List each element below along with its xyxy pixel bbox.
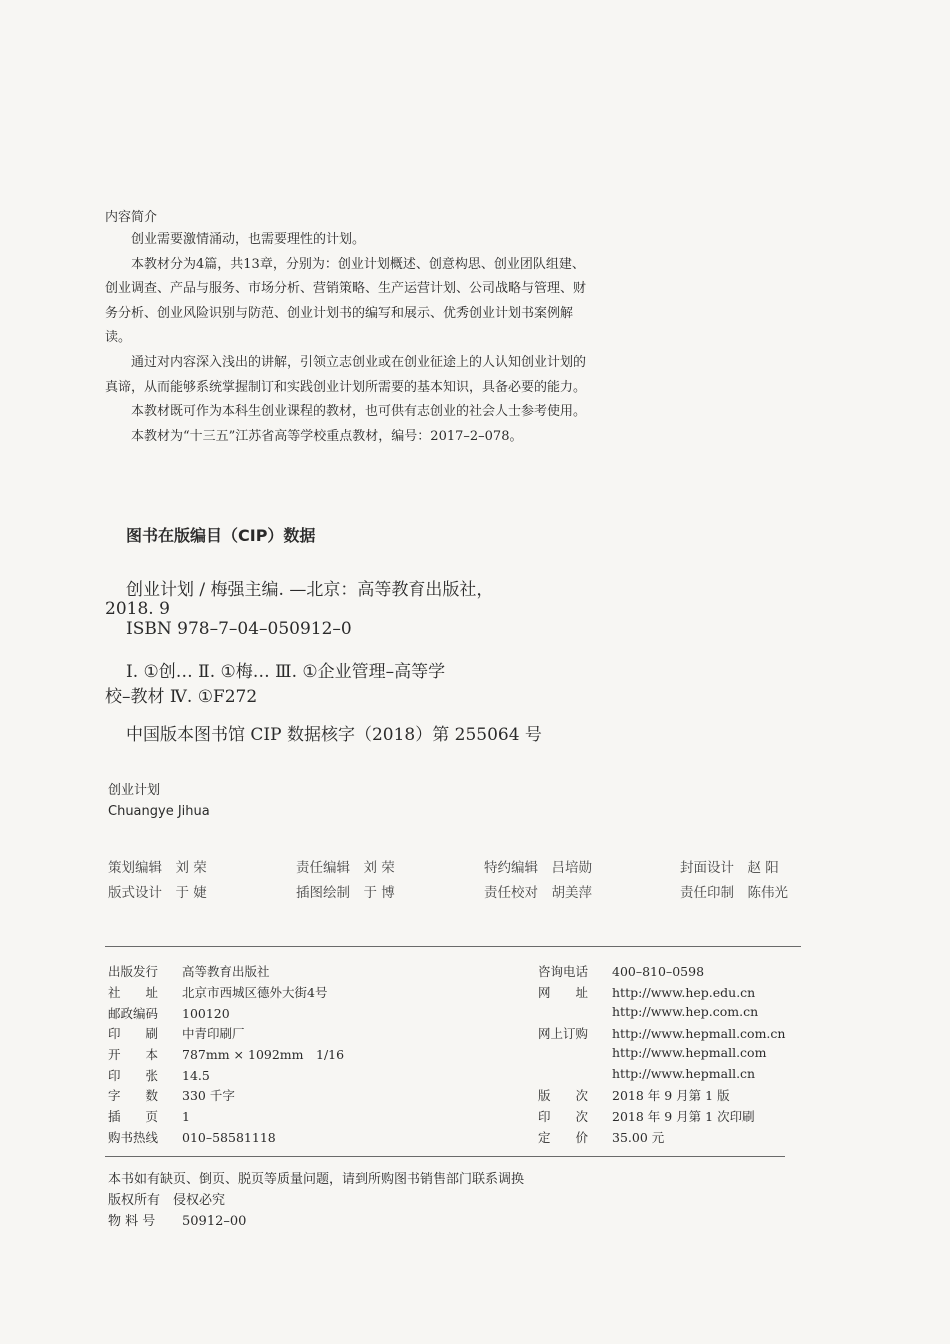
- cip-line: 创业计划 / 梅强主编. —北京：高等教育出版社，: [126, 580, 494, 600]
- staff-entry: 责任印制 陈伟光: [680, 885, 788, 901]
- staff-entry: 特约编辑 吕培勋: [484, 860, 592, 876]
- cip-record-number: 中国版本图书馆 CIP 数据核字（2018）第 255064 号: [126, 725, 542, 745]
- pub-info-row: 社 址 北京市西城区德外大街4号: [108, 985, 328, 1000]
- copyright-notice: 版权所有 侵权必究: [108, 1193, 226, 1208]
- cip-line: Ⅰ. ①创… Ⅱ. ①梅… Ⅲ. ①企业管理–高等学: [126, 662, 446, 682]
- intro-paragraph: 通过对内容深入浅出的讲解，引领立志创业或在创业征途上的人认知创业计划的真谛，从而能够系统掌握制订和实践创业计划所需要的基本知识，具备必要的能力。: [105, 354, 587, 395]
- staff-entry: 版式设计 于 婕: [108, 885, 207, 901]
- book-title-cn: 创业计划: [108, 783, 161, 798]
- cip-title: 图书在版编目（CIP）数据: [126, 526, 316, 545]
- pub-info-row: 插 页 1: [108, 1109, 190, 1124]
- intro-body: [105, 228, 595, 449]
- divider: [105, 946, 801, 947]
- cip-line: 校–教材 Ⅳ. ①F272: [105, 687, 258, 707]
- staff-entry: 策划编辑 刘 荣: [108, 860, 207, 876]
- pub-info-row: 出版发行 高等教育出版社: [108, 964, 270, 979]
- intro-paragraph: 创业需要激情涌动，也需要理性的计划。: [131, 232, 366, 247]
- quality-notice: 本书如有缺页、倒页、脱页等质量问题，请到所购图书销售部门联系调换: [108, 1172, 525, 1187]
- pub-info-row: 版 次 2018 年 9 月第 1 版: [538, 1088, 730, 1103]
- book-title-pinyin: Chuangye Jihua: [108, 804, 210, 819]
- staff-entry: 封面设计 赵 阳: [680, 860, 779, 876]
- pub-info-row: http://www.hepmall.com: [612, 1045, 767, 1060]
- intro-paragraph: 本教材为“十三五”江苏省高等学校重点教材，编号：2017–2–078。: [131, 428, 523, 444]
- pub-info-row: 购书热线 010–58581118: [108, 1130, 276, 1145]
- staff-entry: 插图绘制 于 博: [296, 885, 395, 901]
- pub-info-row: 开 本 787mm × 1092mm 1/16: [108, 1047, 345, 1062]
- divider: [105, 1156, 785, 1157]
- pub-info-row: 网 址 http://www.hep.edu.cn: [538, 985, 756, 1000]
- pub-info-row: http://www.hep.com.cn: [612, 1004, 759, 1019]
- pub-info-row: 字 数 330 千字: [108, 1088, 235, 1103]
- pub-info-row: http://www.hepmall.cn: [612, 1066, 756, 1081]
- intro-paragraph: 本教材既可作为本科生创业课程的教材，也可供有志创业的社会人士参考使用。: [131, 404, 587, 420]
- pub-info-row: 邮政编码 100120: [108, 1006, 230, 1021]
- intro-title: 内容简介: [105, 210, 158, 225]
- cip-line: 2018. 9: [105, 599, 170, 619]
- pub-info-row: 印 刷 中青印刷厂: [108, 1026, 245, 1041]
- pub-info-row: 印 次 2018 年 9 月第 1 次印刷: [538, 1109, 755, 1124]
- staff-entry: 责任校对 胡美萍: [484, 885, 592, 901]
- pub-info-row: 定 价 35.00 元: [538, 1130, 665, 1145]
- material-number: 物 料 号 50912–00: [108, 1214, 247, 1229]
- cip-isbn: ISBN 978–7–04–050912–0: [126, 619, 352, 639]
- pub-info-row: 印 张 14.5: [108, 1068, 210, 1083]
- intro-paragraph: 本教材分为4篇，共13章，分别为：创业计划概述、创意构思、创业团队组建、创业调查、产品与服务、市场分析、营销策略、生产运营计划、公司战略与管理、财务分析、创业风险识别与防范、创业计划书的编写和展示、优秀创业计划书案例解读。: [105, 256, 587, 346]
- staff-entry: 责任编辑 刘 荣: [296, 860, 395, 876]
- pub-info-row: 网上订购 http://www.hepmall.com.cn: [538, 1026, 786, 1041]
- pub-info-row: 咨询电话 400–810–0598: [538, 964, 705, 979]
